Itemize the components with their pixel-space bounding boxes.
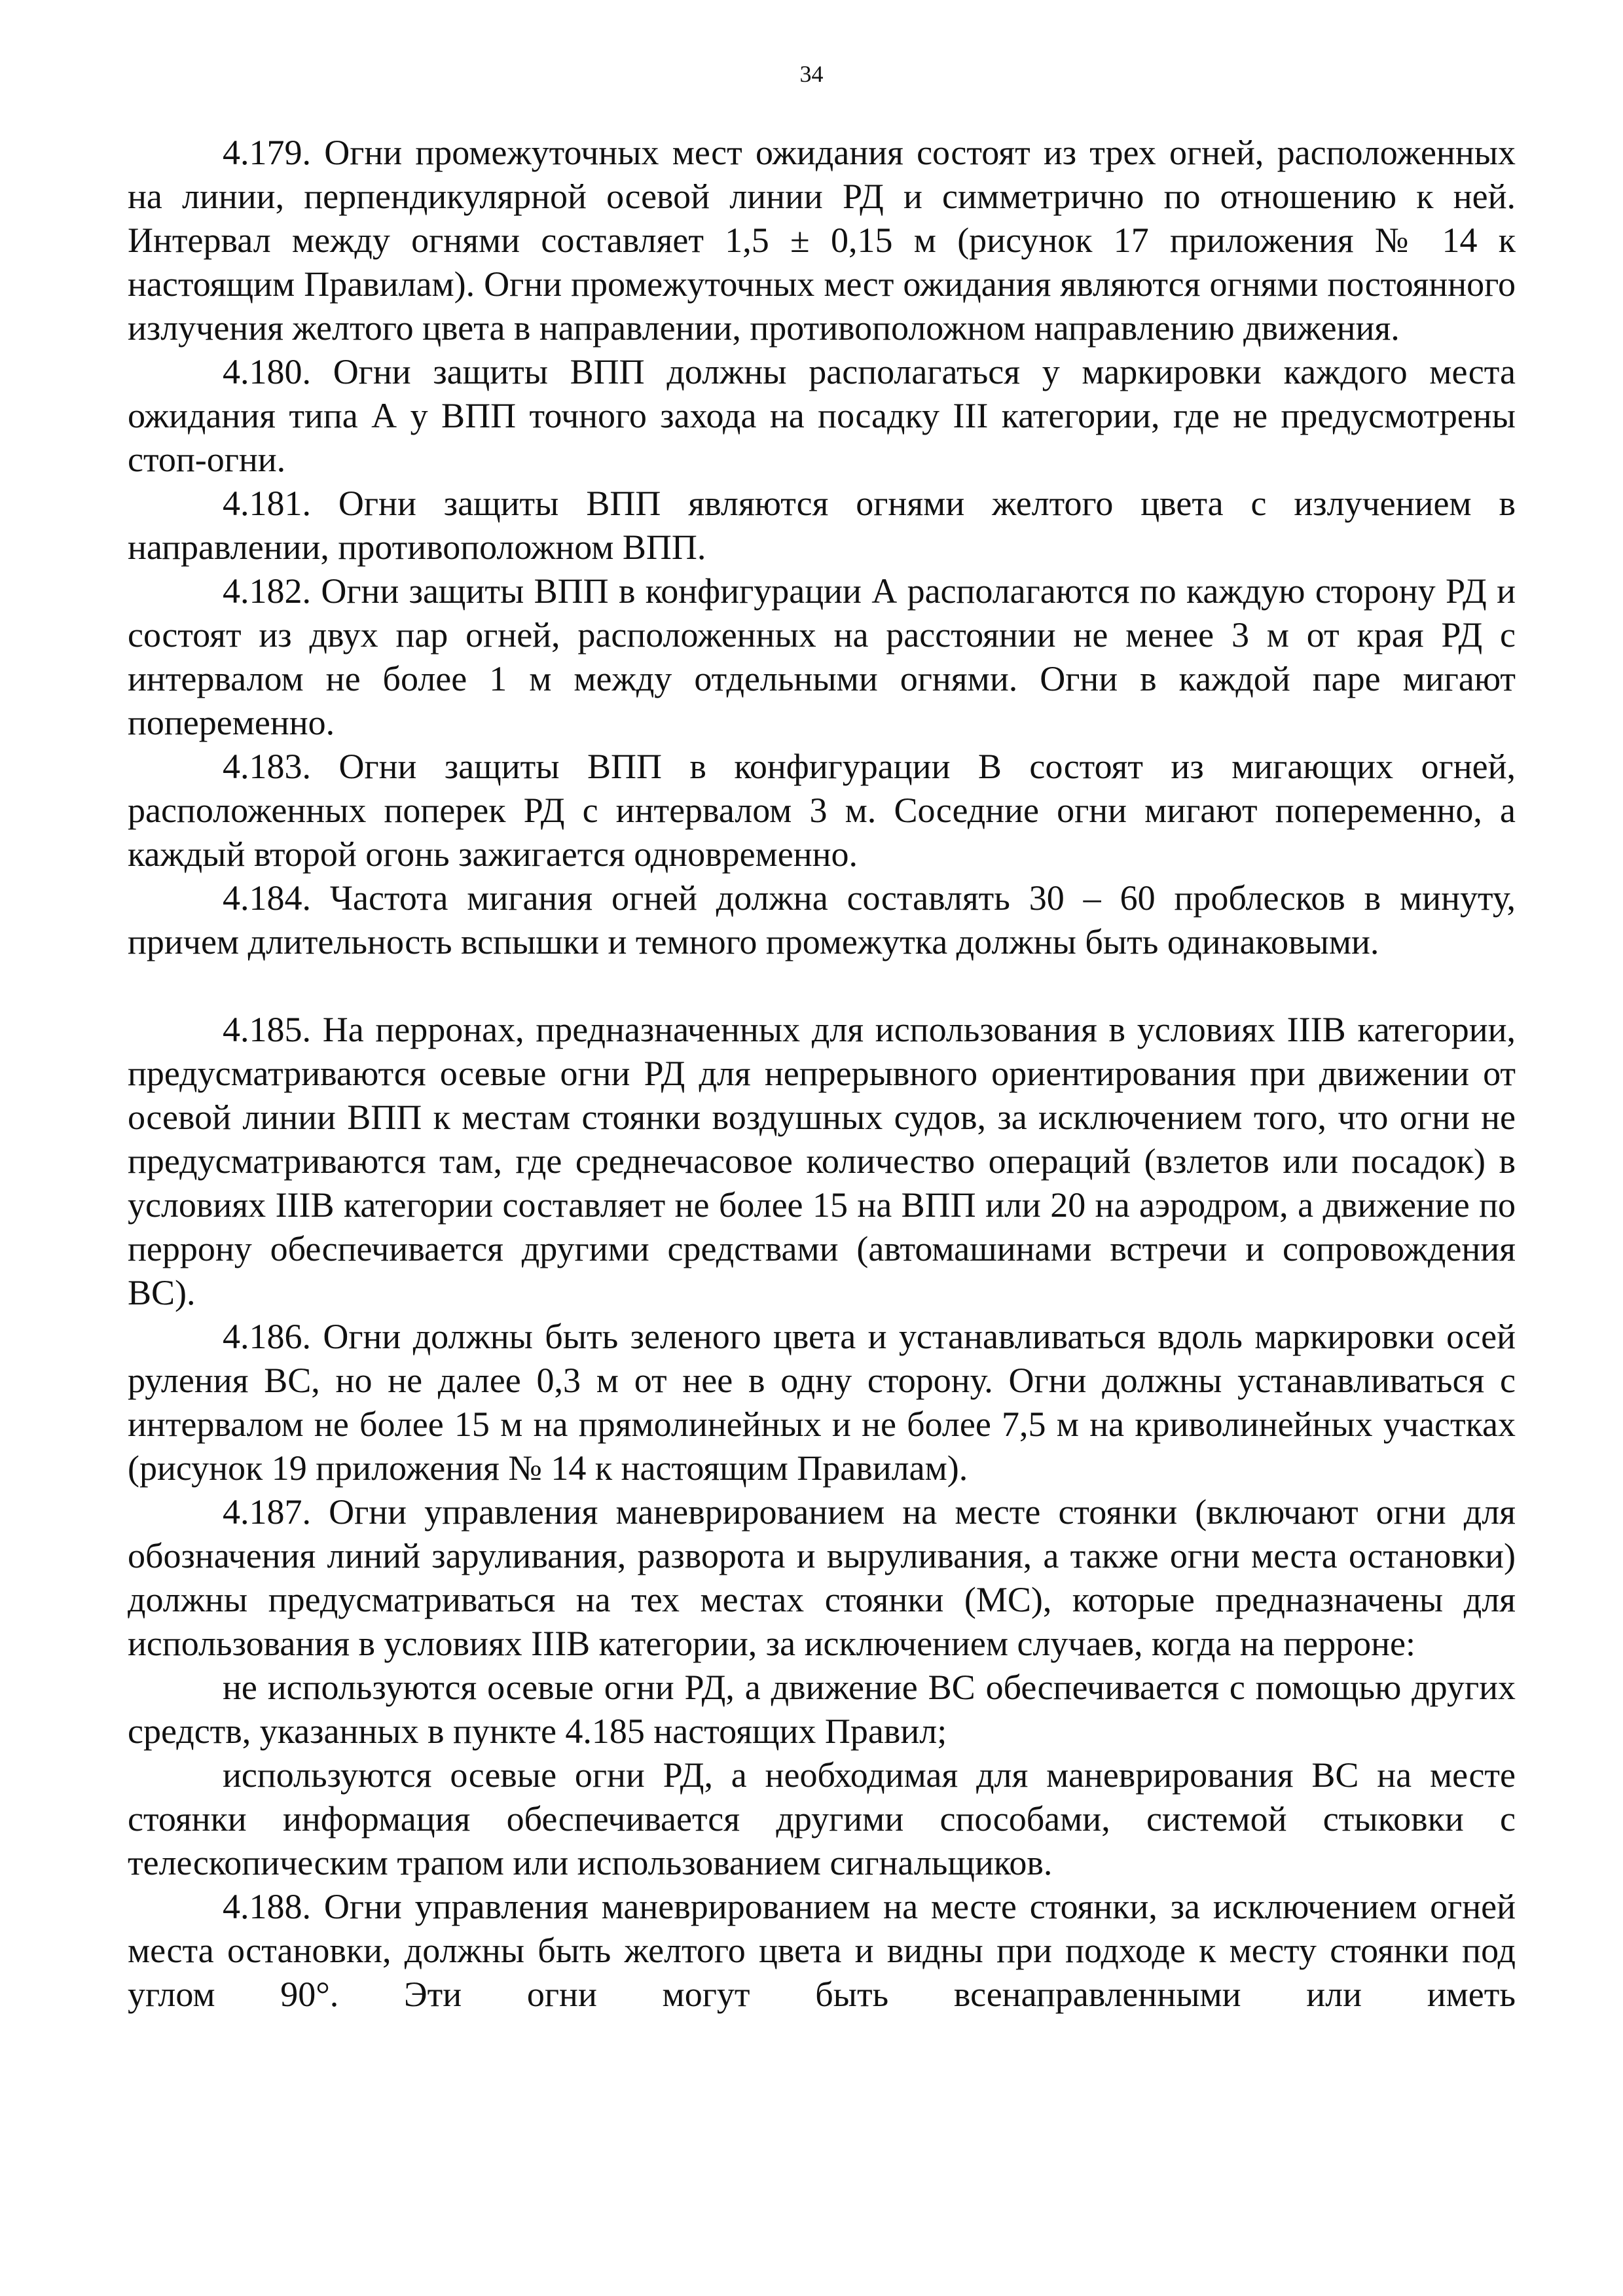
paragraph-4-180: 4.180. Огни защиты ВПП должны располагаться у маркировки каждого места ожидания типа А у ВПП точного захода на посадку III категории, где не предусмотрены стоп-огни. bbox=[128, 352, 1516, 479]
paragraph-4-187-case-2: используются осевые огни РД, а необходимая для маневрирования ВС на месте стоянки информация обеспечивается другими способами, системой стыковки с телескопическим трапом или использованием сигнальщиков. bbox=[128, 1755, 1516, 1882]
paragraph-4-185: 4.185. На перронах, предназначенных для использования в условиях IIIВ категории, предусматриваются осевые огни РД для непрерывного ориентирования при движении от осевой линии ВПП к местам стоянки воздушных судов, за исключением того, что огни не предусматриваются там, где среднечасовое количество операций (взлетов или посадок) в условиях IIIВ категории составляет не более 15 на ВПП или 20 на аэродром, а движение по перрону обеспечивается другими средствами (автомашинами встречи и сопровождения ВС). bbox=[128, 1010, 1516, 1312]
paragraph-4-179: 4.179. Огни промежуточных мест ожидания состоят из трех огней, расположенных на линии, перпендикулярной осевой линии РД и симметрично по отношению к ней. Интервал между огнями составляет 1,5 ± 0,15 м (рисунок 17 приложения № 14 к настоящим Правилам). Огни промежуточных мест ожидания являются огнями постоянного излучения желтого цвета в направлении, противоположном направлению движения. bbox=[128, 133, 1516, 348]
paragraph-4-188: 4.188. Огни управления маневрированием на месте стоянки, за исключением огней места остановки, должны быть желтого цвета и видны при подходе к месту стоянки под углом 90°. Эти огни могут быть всенаправленными или иметь bbox=[128, 1887, 1516, 2014]
paragraph-4-187-case-1: не используются осевые огни РД, а движение ВС обеспечивается с помощью других средств, указанных в пункте 4.185 настоящих Правил; bbox=[128, 1668, 1516, 1751]
paragraph-4-186: 4.186. Огни должны быть зеленого цвета и устанавливаться вдоль маркировки осей руления ВС, но не далее 0,3 м от нее в одну сторону. Огни должны устанавливаться с интервалом не более 15 м на прямолинейных и не более 7,5 м на криволинейных участках (рисунок 19 приложения № 14 к настоящим Правилам). bbox=[128, 1317, 1516, 1488]
paragraph-4-181: 4.181. Огни защиты ВПП являются огнями желтого цвета с излучением в направлении, противоположном ВПП. bbox=[128, 484, 1516, 567]
document-body bbox=[128, 131, 1516, 2017]
paragraph-4-183: 4.183. Огни защиты ВПП в конфигурации В состоят из мигающих огней, расположенных поперек РД с интервалом 3 м. Соседние огни мигают попеременно, а каждый второй огонь зажигается одновременно. bbox=[128, 747, 1516, 874]
paragraph-4-182: 4.182. Огни защиты ВПП в конфигурации А располагаются по каждую сторону РД и состоят из двух пар огней, расположенных на расстоянии не менее 3 м от края РД с интервалом не более 1 м между отдельными огнями. Огни в каждой паре мигают попеременно. bbox=[128, 571, 1516, 742]
page-number: 34 bbox=[799, 61, 824, 87]
paragraph-4-187: 4.187. Огни управления маневрированием на месте стоянки (включают огни для обозначения линий заруливания, разворота и выруливания, а также огни места остановки) должны предусматриваться на тех местах стоянки (МС), которые предназначены для использования в условиях IIIВ категории, за исключением случаев, когда на перроне: bbox=[128, 1492, 1516, 1663]
paragraph-4-184: 4.184. Частота мигания огней должна составлять 30 – 60 проблесков в минуту, причем длительность вспышки и темного промежутка должны быть одинаковыми. bbox=[128, 878, 1516, 961]
